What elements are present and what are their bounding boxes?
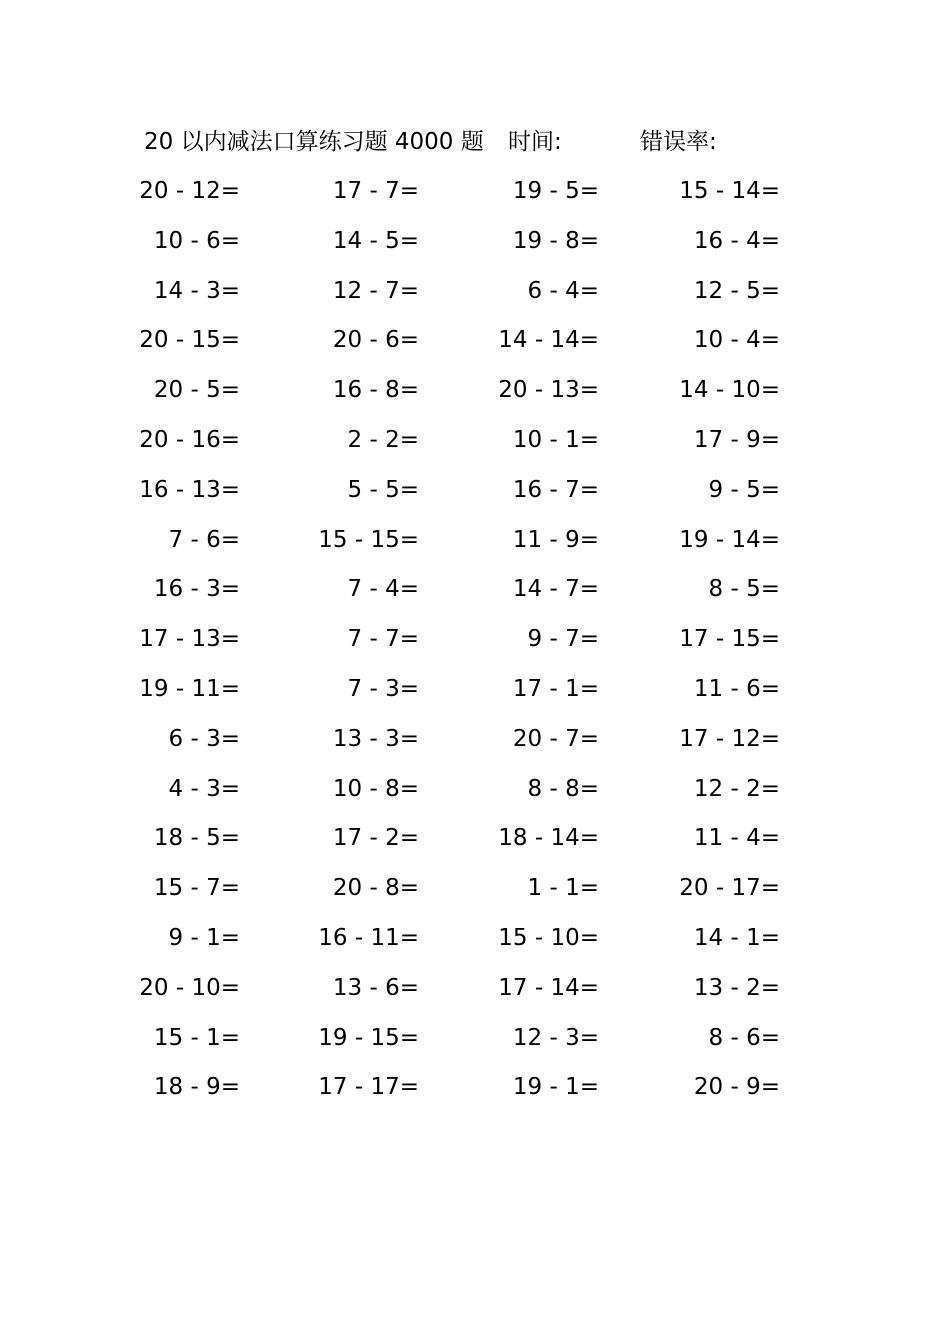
problem-row: [0, 770, 950, 820]
problem-cell: 20 - 12=: [139, 178, 240, 204]
problem-cell: 16 - 4=: [693, 227, 780, 254]
problem-row: [0, 421, 950, 471]
problem-cell: 16 - 13=: [139, 476, 240, 503]
problem-cell: 15 - 14=: [679, 178, 780, 204]
problem-cell: 12 - 7=: [332, 277, 419, 304]
problem-cell: 7 - 7=: [347, 626, 419, 653]
problem-cell: 7 - 6=: [168, 526, 240, 553]
problem-cell: 18 - 14=: [498, 825, 599, 852]
problem-cell: 18 - 9=: [153, 1074, 240, 1101]
problem-cell: 12 - 3=: [512, 1024, 599, 1051]
problem-cell: 8 - 8=: [527, 775, 599, 802]
problem-cell: 17 - 7=: [332, 178, 419, 204]
problem-grid: [0, 172, 950, 1118]
problem-row: [0, 819, 950, 869]
problem-cell: 15 - 10=: [498, 924, 599, 951]
problem-cell: 9 - 5=: [708, 476, 780, 503]
problem-cell: 12 - 2=: [693, 775, 780, 802]
problem-row: [0, 620, 950, 670]
problem-cell: 19 - 1=: [512, 1074, 599, 1101]
problem-cell: 14 - 5=: [332, 227, 419, 254]
time-label: 时间:: [508, 129, 562, 155]
problem-cell: 16 - 7=: [512, 476, 599, 503]
problem-cell: 20 - 13=: [498, 377, 599, 404]
problem-cell: 17 - 13=: [139, 626, 240, 653]
problem-cell: 6 - 3=: [168, 725, 240, 752]
problem-row: [0, 720, 950, 770]
problem-cell: 8 - 5=: [708, 576, 780, 603]
problem-cell: 15 - 1=: [153, 1024, 240, 1051]
problem-cell: 17 - 12=: [679, 725, 780, 752]
problem-cell: 18 - 5=: [153, 825, 240, 852]
problem-cell: 14 - 10=: [679, 377, 780, 404]
problem-row: [0, 969, 950, 1019]
problem-cell: 15 - 7=: [153, 875, 240, 902]
problem-cell: 17 - 9=: [693, 426, 780, 453]
problem-cell: 14 - 1=: [693, 924, 780, 951]
problem-row: [0, 321, 950, 371]
problem-cell: 20 - 6=: [332, 327, 419, 354]
problem-cell: 11 - 6=: [693, 675, 780, 702]
problem-cell: 10 - 6=: [153, 227, 240, 254]
problem-cell: 14 - 14=: [498, 327, 599, 354]
problem-cell: 20 - 8=: [332, 875, 419, 902]
problem-cell: 8 - 6=: [708, 1024, 780, 1051]
problem-cell: 20 - 5=: [153, 377, 240, 404]
problem-cell: 11 - 9=: [512, 526, 599, 553]
problem-cell: 9 - 1=: [168, 924, 240, 951]
problem-cell: 16 - 3=: [153, 576, 240, 603]
problem-cell: 13 - 3=: [332, 725, 419, 752]
problem-cell: 20 - 16=: [139, 426, 240, 453]
problem-cell: 15 - 15=: [318, 526, 419, 553]
problem-cell: 20 - 9=: [693, 1074, 780, 1101]
problem-cell: 14 - 3=: [153, 277, 240, 304]
problem-cell: 13 - 2=: [693, 974, 780, 1001]
problem-cell: 7 - 3=: [347, 675, 419, 702]
problem-cell: 17 - 15=: [679, 626, 780, 653]
error-rate-label: 错误率:: [640, 129, 717, 155]
problem-row: [0, 172, 950, 222]
problem-cell: 19 - 15=: [318, 1024, 419, 1051]
problem-cell: 16 - 11=: [318, 924, 419, 951]
problem-row: [0, 371, 950, 421]
problem-cell: 19 - 5=: [512, 178, 599, 204]
problem-cell: 10 - 8=: [332, 775, 419, 802]
worksheet-title: 20 以内减法口算练习题 4000 题: [144, 129, 484, 155]
problem-cell: 20 - 15=: [139, 327, 240, 354]
problem-row: [0, 570, 950, 620]
problem-cell: 4 - 3=: [168, 775, 240, 802]
problem-row: [0, 471, 950, 521]
problem-cell: 5 - 5=: [347, 476, 419, 503]
problem-cell: 11 - 4=: [693, 825, 780, 852]
problem-cell: 17 - 1=: [512, 675, 599, 702]
problem-row: [0, 670, 950, 720]
problem-cell: 19 - 14=: [679, 526, 780, 553]
problem-cell: 12 - 5=: [693, 277, 780, 304]
problem-cell: 9 - 7=: [527, 626, 599, 653]
problem-cell: 2 - 2=: [347, 426, 419, 453]
problem-row: [0, 869, 950, 919]
worksheet-header: [0, 124, 950, 160]
problem-cell: 1 - 1=: [527, 875, 599, 902]
problem-cell: 10 - 4=: [693, 327, 780, 354]
problem-cell: 16 - 8=: [332, 377, 419, 404]
problem-cell: 7 - 4=: [347, 576, 419, 603]
problem-cell: 10 - 1=: [512, 426, 599, 453]
problem-cell: 17 - 14=: [498, 974, 599, 1001]
problem-cell: 20 - 10=: [139, 974, 240, 1001]
problem-row: [0, 1019, 950, 1069]
problem-row: [0, 919, 950, 969]
problem-cell: 17 - 17=: [318, 1074, 419, 1101]
problem-row: [0, 272, 950, 322]
problem-row: [0, 222, 950, 272]
problem-row: [0, 1068, 950, 1118]
problem-row: [0, 521, 950, 571]
problem-cell: 19 - 8=: [512, 227, 599, 254]
problem-cell: 14 - 7=: [512, 576, 599, 603]
problem-cell: 6 - 4=: [527, 277, 599, 304]
problem-cell: 13 - 6=: [332, 974, 419, 1001]
problem-cell: 17 - 2=: [332, 825, 419, 852]
problem-cell: 20 - 7=: [512, 725, 599, 752]
problem-cell: 20 - 17=: [679, 875, 780, 902]
problem-cell: 19 - 11=: [139, 675, 240, 702]
